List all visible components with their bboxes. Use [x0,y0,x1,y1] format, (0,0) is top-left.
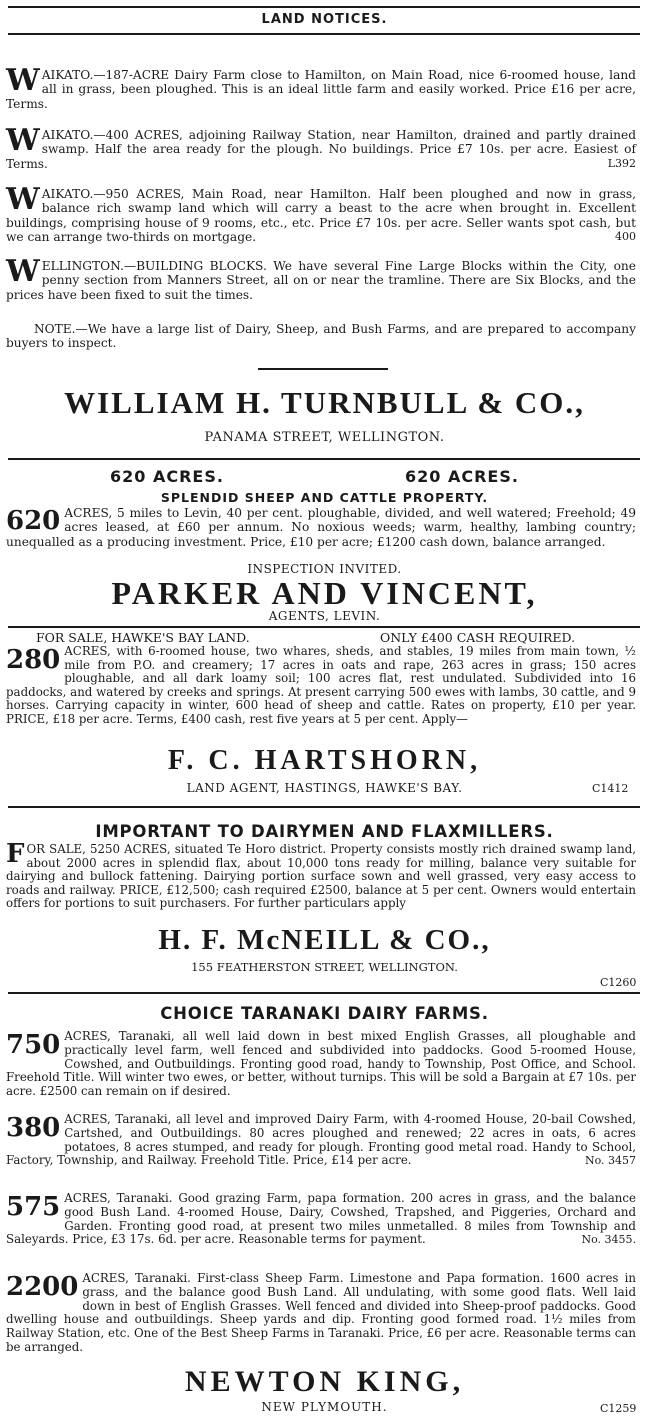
turnbull-note [6,322,636,351]
mcneill-address: 155 FEATHERSTON STREET, WELLINGTON. [191,960,458,974]
parker-head-left: 620 ACRES. [110,467,224,486]
listing-ref: No. 3455. [581,1233,636,1247]
listing-text: ACRES, Taranaki. First-class Sheep Farm. Limestone and Papa formation. 1600 acres in grass, and the balance good Bush Land. All undulating, with some good flats. Well laid down in best of English Grasses. Well fenced and divided into Sheep-proof paddocks. Good dwelling house and outbuildings. Sheep yards and dip. Fronting good formed road. 1½ miles from Railway Station, etc. One of the Best Sheep Farms in Taranaki. Price, £6 per acre. Reasonable terms can be arranged. [6,1271,636,1354]
parker-head-right: 620 ACRES. [405,467,519,486]
section-rule [8,458,640,460]
listing-wellington-blocks [6,254,636,302]
listing-text: ELLINGTON.—BUILDING BLOCKS. We have several Fine Large Blocks within the City, one penny section from Manners Street, all on or near the tramline. There are Six Blocks, and the prices have been fixed to suit the times. [6,259,636,302]
hartshorn-head-left: FOR SALE, HAWKE'S BAY LAND. [36,630,250,645]
newton-address: NEW PLYMOUTH. [261,1400,388,1414]
parker-firm: PARKER AND VINCENT, [111,575,538,611]
mcneill-headline: IMPORTANT TO DAIRYMEN AND FLAXMILLERS. [95,822,554,841]
listing-text: ACRES, 5 miles to Levin, 40 per cent. ploughable, divided, and well watered; Freehold; 49 acres leased, at £60 per annum. No noxious weeds; warm, healthy, lambing country; unequalled as a producing investment. Price, £10 per acre; £1200 cash down, balance arranged. [6,506,636,549]
mcneill-ref: C1260 [600,976,637,989]
listing-text: AIKATO.—400 ACRES, adjoining Railway Station, near Hamilton, drained and partly drained swamp. Half the area ready for the plough. No buildings. Price £7 10s. per acre. Easiest of Terms. [6,128,636,171]
listing-text: ACRES, Taranaki, all level and improved Dairy Farm, with 4-roomed House, 20-bail Cowshed, Cartshed, and Outbuildings. 80 acres ploughed and renewed; 22 acres in oats, 6 acres potatoes, 8 acres stumped, and ready for plough. Fronting good metal road. Handy to School, Factory, Township, and Railway. Freehold Title. Price, £14 per acre. [6,1112,636,1168]
drop-cap: W [6,123,40,158]
note-text: NOTE.—We have a large list of Dairy, Sheep, and Bush Farms, and are prepared to accompany buyers to inspect. [6,322,636,351]
hartshorn-ref: C1412 [592,782,629,795]
hartshorn-address: LAND AGENT, HASTINGS, HAWKE'S BAY. [186,781,463,795]
listing-waikato-187 [6,63,636,111]
listing-waikato-950 [6,182,636,245]
newton-firm: NEWTON KING, [184,1365,465,1398]
acreage-number: 2200 [6,1272,79,1302]
newton-ref: C1259 [600,1402,637,1415]
listing-ref: No. 3457 [584,1154,636,1168]
parker-invited: INSPECTION INVITED. [247,562,402,576]
listing-text: ACRES, Taranaki. Good grazing Farm, papa formation. 200 acres in grass, and the balance good Bush Land. 4-roomed House, Dairy, Cowshed, Trapshed, and Piggeries, Orchard and Garden. Fronting good road, at present two miles unmetalled. 8 miles from Township and Saleyards. Price, £3 17s. 6d. per acre. Reasonable terms for payment. [6,1191,636,1247]
drop-cap: W [6,254,40,289]
hartshorn-firm: F. C. HARTSHORN, [167,745,482,776]
turnbull-firm: WILLIAM H. TURNBULL & CO., [64,385,585,420]
section-title: LAND NOTICES. [261,12,388,27]
section-rule [8,806,640,808]
listing-text: AIKATO.—187-ACRE Dairy Farm close to Hamilton, on Main Road, nice 6-roomed house, land all in grass, been ploughed. This is an ideal little farm and easily worked. Price £16 per acre, Terms. [6,68,636,111]
header-rule [8,33,640,35]
listing-280 [6,645,636,727]
listing-5250 [6,839,636,911]
listing-ref: L392 [607,156,636,170]
listing-2200 [6,1272,636,1355]
acreage-number: 620 [6,506,61,536]
listing-text: ACRES, Taranaki, all well laid down in best mixed English Grasses, all ploughable and practically level farm, well fenced and subdivided into paddocks. Good 5-roomed House, Cowshed, and Outbuildings. Fronting good road, handy to Township, Post Office, and School. Freehold Title. Will winter two ewes, or better, without turnips. This will be sold a Bargain at £7 10s. per acre. £2500 can remain on if desired. [6,1029,636,1099]
short-rule [258,368,388,370]
section-rule [8,626,640,628]
section-rule [8,992,640,994]
listing-380 [6,1113,636,1168]
top-rule [8,6,640,8]
listing-text: AIKATO.—950 ACRES, Main Road, near Hamilton. Half been ploughed and now in grass, balance rich swamp land which will carry a beast to the acre when brought in. Excellent buildings, comprising house of 9 rooms, etc., etc. Price £7 10s. per acre. Seller wants spot cash, but we can arrange two-thirds on mortgage. [6,187,636,245]
newton-headline: CHOICE TARANAKI DAIRY FARMS. [160,1004,489,1023]
acreage-number: 575 [6,1192,61,1222]
parker-agents: AGENTS, LEVIN. [268,609,381,623]
drop-cap: W [6,63,40,98]
listing-620 [6,506,636,549]
turnbull-address: PANAMA STREET, WELLINGTON. [204,430,445,445]
parker-subhead: SPLENDID SHEEP AND CATTLE PROPERTY. [160,490,489,505]
mcneill-firm: H. F. McNEILL & CO., [158,924,491,956]
acreage-number: 380 [6,1113,61,1143]
drop-cap: F [6,839,25,869]
acreage-number: 280 [6,645,61,675]
listing-text: ACRES, with 6-roomed house, two whares, sheds, and stables, 19 miles from main town, ½ mile from P.O. and creamery; 17 acres in oats and rape, 263 acres in grass; 150 acres ploughable, and all dark loamy soil; 100 acres flat, rest undulated. Subdivided into 16 paddocks, and watered by creeks and springs. At present carrying 500 ewes with lambs, 30 cattle, and 9 horses. Carrying capacity in winter, 600 head of sheep and cattle. Rates on property, £10 per year. PRICE, £18 per acre. Terms, £400 cash, rest five years at 5 per cent. Apply— [6,644,636,726]
drop-cap: W [6,182,40,217]
listing-waikato-400 [6,123,636,171]
hartshorn-head-right: ONLY £400 CASH REQUIRED. [380,630,576,645]
acreage-number: 750 [6,1030,61,1060]
listing-text: OR SALE, 5250 ACRES, situated Te Horo district. Property consists mostly rich drained swamp land, about 2000 acres in splendid flax, about 10,000 tons ready for milling, balance very suitable for dairying and bullock fattening. Dairying portion surface sown and well grassed, very easy access to roads and railway. PRICE, £12,500; cash required £2500, balance at 5 per cent. Owners would entertain offers for portions to suit purchasers. For further particulars apply [6,842,636,911]
listing-750 [6,1030,636,1099]
listing-575 [6,1192,636,1247]
listing-ref: 400 [615,230,636,244]
